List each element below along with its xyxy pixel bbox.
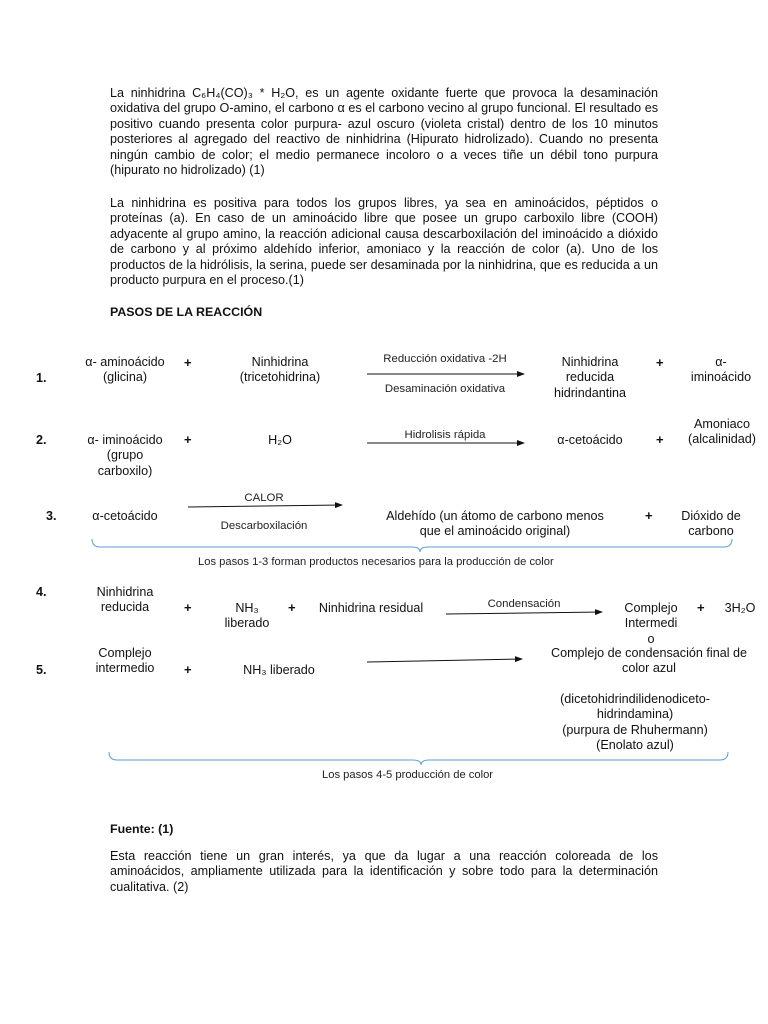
step-4-reactant-2: NH₃ liberado — [224, 601, 270, 631]
step-5-plus-1: + — [184, 662, 192, 677]
step-2-reactant-1: α- iminoácido (grupo carboxilo) — [87, 433, 163, 478]
step-2-plus-1: + — [184, 432, 192, 447]
step-3-product-1: Aldehído (un átomo de carbono menos que el aminoácido original) — [386, 509, 604, 539]
step-1-number: 1. — [36, 371, 47, 385]
step-4-product-2: 3H₂O — [724, 601, 756, 615]
step-1-reactant-2: Ninhidrina (tricetohidrina) — [239, 355, 321, 385]
step-1-product-1: Ninhidrina reducida hidrindantina — [553, 355, 627, 400]
brace-steps-4-5 — [109, 752, 728, 765]
step-5-number: 5. — [36, 663, 47, 677]
step-1-arrow-top-label: Reducción oxidativa -2H — [383, 353, 507, 365]
step-1-reactant-1: α- aminoácido (glicina) — [85, 355, 165, 385]
arrow-step-4 — [446, 612, 602, 614]
intro-paragraph-1: La ninhidrina C₆H₄(CO)₃ * H₂O, es un agente oxidante fuerte que provoca la desaminación oxidativa del grupo O-amino, el carbono α es el carbono vecino al grupo funcional. El resultado es positivo cuando presenta color purpura- azul oscuro (violeta cristal) dentro de los 10 minutos posteriores al agregado del reactivo de ninhidrina (Hipurato hidrolizado). Cuando no presenta ningún cambio de color; el medio permanece incoloro o a veces tiñe un débil tono purpura (hipurato no hidrolizado) (1) — [110, 86, 658, 178]
step-1-plus-1: + — [184, 355, 192, 370]
step-2-product-1: α-cetoácido — [557, 433, 623, 447]
step-3-plus-1: + — [645, 508, 653, 523]
step-5-reactant-1: Complejo intermedio — [95, 646, 155, 676]
step-2-number: 2. — [36, 433, 47, 447]
brace-steps-1-3 — [92, 539, 732, 552]
arrow-step-3 — [188, 505, 342, 507]
step-3-reactant-1: α-cetoácido — [92, 509, 158, 523]
step-3-arrow-top-label: CALOR — [244, 492, 284, 504]
step-5-product-note: (dicetohidrindilidenodiceto- hidrindamina) (purpura de Rhuhermann) (Enolato azul) — [560, 692, 710, 753]
step-2-arrow-top-label: Hidrolisis rápida — [404, 429, 486, 441]
source-title: Fuente: (1) — [110, 822, 174, 836]
step-5-product-1: Complejo de condensación final de color azul — [550, 646, 748, 676]
intro-paragraph-2: La ninhidrina es positiva para todos los grupos libres, ya sea en aminoácidos, péptidos o proteínas (a). En caso de un aminoácido libre que posee un grupo carboxilo libre (COOH) adyacente al grupo amino, la reacción adicional causa descarboxilación del iminoácido a dióxido de carbono y al próximo aldehído inferior, amoniaco y la reacción de color (a). Uno de los productos de la hidrólisis, la serina, puede ser desaminada por la ninhidrina, que es reducida a un producto purpura en el proceso.(1) — [110, 196, 658, 288]
brace-label-steps-4-5: Los pasos 4-5 producción de color — [322, 769, 494, 781]
step-4-product-1: Complejo Intermedi o — [624, 601, 678, 646]
step-1-product-2: α- iminoácido — [690, 355, 752, 385]
step-4-reactant-1: Ninhidrina reducida — [96, 585, 154, 615]
step-1-arrow-bottom-label: Desaminación oxidativa — [384, 383, 506, 395]
step-3-arrow-bottom-label: Descarboxilación — [220, 520, 308, 532]
source-paragraph: Esta reacción tiene un gran interés, ya que da lugar a una reacción coloreada de los aminoácidos, ampliamente utilizada para la identificación y sobre todo para la determinación cualitativa. (2) — [110, 849, 658, 894]
step-4-reactant-3: Ninhidrina residual — [318, 601, 424, 615]
step-2-product-2: Amoniaco (alcalinidad) — [688, 417, 756, 447]
step-4-arrow-top-label: Condensación — [487, 598, 561, 610]
step-4-plus-1: + — [184, 600, 192, 615]
step-2-plus-2: + — [656, 432, 664, 447]
section-title: PASOS DE LA REACCIÓN — [110, 305, 263, 319]
step-3-product-2: Dióxido de carbono — [681, 509, 741, 539]
step-4-plus-2: + — [288, 600, 296, 615]
brace-label-steps-1-3: Los pasos 1-3 forman productos necesarios para la producción de color — [198, 556, 554, 568]
step-4-number: 4. — [36, 585, 47, 599]
step-2-reactant-2: H₂O — [268, 433, 292, 447]
step-1-plus-2: + — [656, 355, 664, 370]
step-3-number: 3. — [46, 509, 57, 523]
step-5-reactant-2: NH₃ liberado — [243, 663, 315, 677]
step-4-plus-3: + — [697, 600, 705, 615]
arrow-step-5 — [367, 659, 522, 662]
